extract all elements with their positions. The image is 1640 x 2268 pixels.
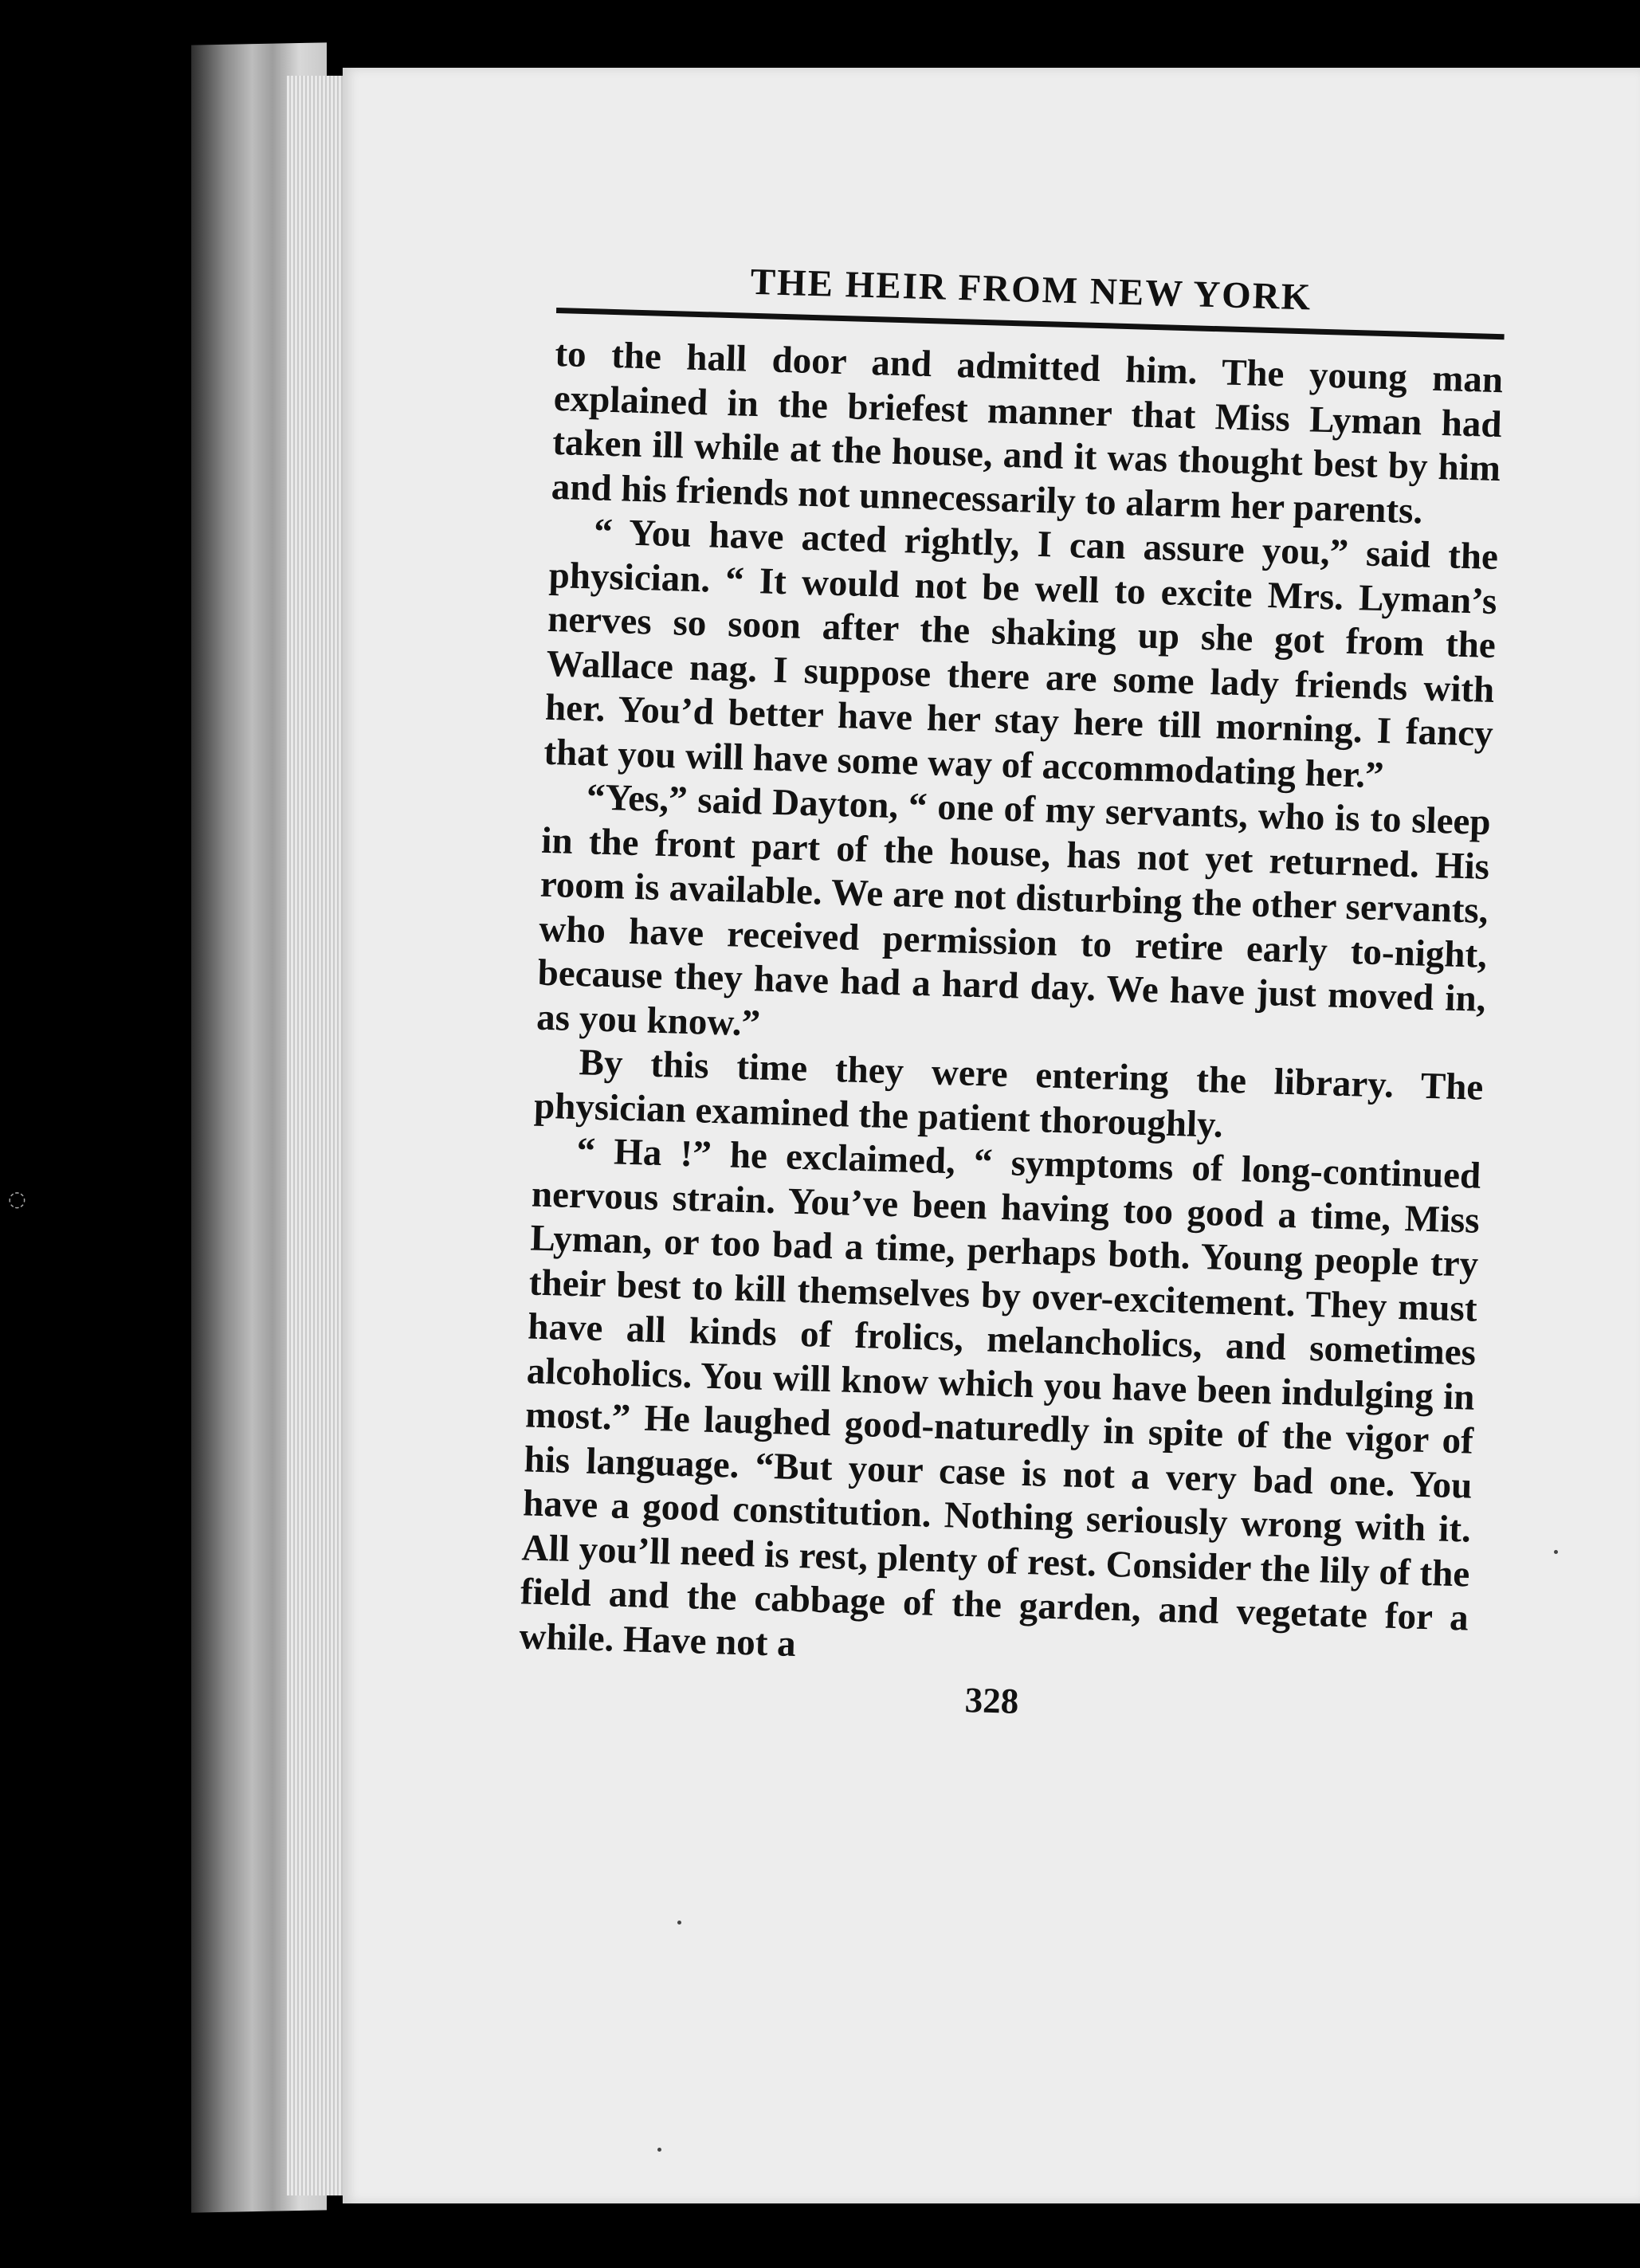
scan-artifact-icon: ◌: [8, 1187, 26, 1211]
paragraph: “ Ha !” he exclaimed, “ symptoms of long-continued nervous strain. You’ve been having too good a time, Miss Lyman, or too bad a time, perhaps both. Young people try their best to kill themselves by over-excitement. They must have all kinds of frolics, melancholics, and sometimes alcoholics. You will know which you have been indulging in most.” He laughed good-naturedly in spite of the vigor of his language. “But your case is not a very bad one. You have a good constitution. Nothing seriously wrong with it. All you’ll need is rest, plenty of rest. Consider the lily of the field and the cabbage of the garden, and vegetate for a while. Have not a: [518, 1130, 1481, 1665]
book-page: [343, 68, 1640, 2203]
page-text-block: [517, 255, 1505, 1735]
body-text: [519, 332, 1504, 1685]
paragraph: “ You have acted rightly, I can assure you,” said the physician. “ It would not be well to excite Mrs. Lyman’s nerves so soon after the shaking up she got from the Wallace nag. I suppose there are some lady friends with her. You’d better have her stay here till morning. I fancy that you will have some way of accommodating her.”: [543, 511, 1499, 796]
paragraph: “Yes,” said Dayton, “ one of my servants, who is to sleep in the front part of the house, has not yet returned. His room is available. We are not disturbing the other servants, who have received permission to retire early to-night, because they have had a hard day. We have just moved in, as you know.”: [536, 776, 1492, 1044]
paragraph: to the hall door and admitted him. The young man explained in the briefest manner that Miss Lyman had taken ill while at the house, and it was thought best by him and his friends not unnecessarily to alarm her parents.: [551, 332, 1504, 532]
paragraph: By this time they were entering the library. The physician examined the patient thoroughly.: [533, 1042, 1485, 1146]
dust-speck: [677, 1921, 681, 1925]
page-number: 328: [964, 1679, 1019, 1721]
running-head: THE HEIR FROM NEW YORK: [750, 261, 1312, 319]
dust-speck: [657, 2148, 661, 2152]
dust-speck: [1554, 1550, 1558, 1554]
